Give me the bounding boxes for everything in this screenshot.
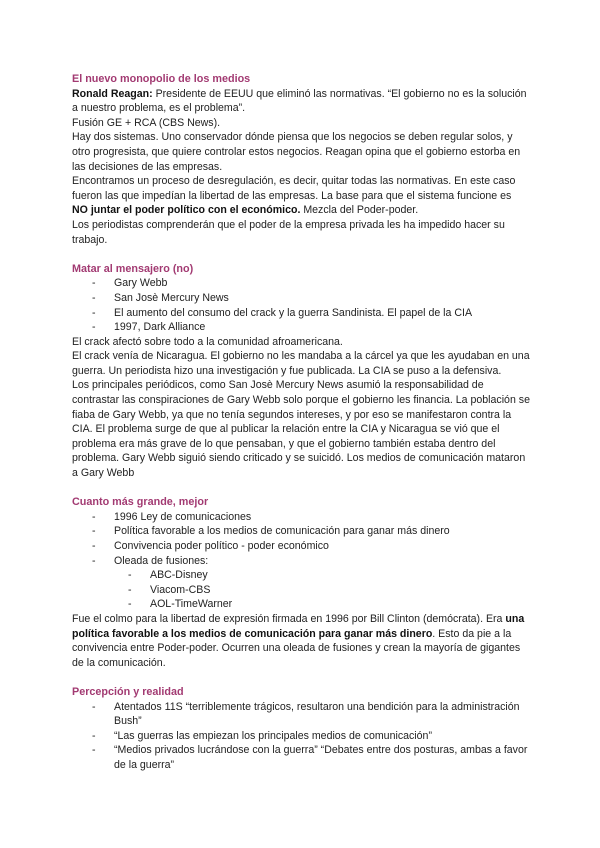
section-heading-percepcion: Percepción y realidad: [72, 685, 184, 698]
list-item: - Política favorable a los medios de comunicación para ganar más dinero: [92, 524, 530, 539]
percepcion-list: [72, 700, 530, 773]
fusion-paragraph: Fusión GE + RCA (CBS News).: [72, 116, 221, 129]
list-item: - El aumento del consumo del crack y la guerra Sandinista. El papel de la CIA: [92, 306, 530, 321]
section-heading-grande: Cuanto más grande, mejor: [72, 496, 209, 509]
desregulacion-bold: NO juntar el poder político con el económico.: [72, 204, 301, 217]
list-item: [92, 554, 530, 612]
reagan-name: Ronald Reagan:: [72, 87, 153, 100]
sublist-item: - AOL-TimeWarner: [128, 597, 530, 612]
periodistas-paragraph: Los periodistas comprenderán que el poder de la empresa privada les ha impedido hacer su trabajo.: [72, 218, 505, 246]
mensajero-list: [72, 276, 530, 334]
sublist-item: - ABC-Disney: [128, 568, 530, 583]
section-heading-mensajero: Matar al mensajero (no): [72, 262, 194, 275]
crack-paragraph-1: El crack afectó sobre todo a la comunidad afroamericana.: [72, 335, 343, 348]
list-item: - 1996 Ley de comunicaciones: [92, 510, 530, 525]
reagan-text: Presidente de EEUU que eliminó las normativas. “El gobierno no es la solución a nuestro problema, es el problema”.: [72, 87, 527, 115]
list-item: - San Josè Mercury News: [92, 291, 530, 306]
reagan-paragraph: [72, 87, 530, 116]
section-heading-monopolio: El nuevo monopolio de los medios: [72, 73, 251, 85]
clinton-text-b: . Esto da pie a la convivencia entre Poder-poder. Ocurren una oleada de fusiones y crean la mayoría de gigantes de la comunicación.: [72, 627, 521, 669]
desregulacion-text-b: Mezcla del Poder-poder.: [300, 204, 419, 217]
crack-paragraph-3: Los principales periódicos, como San Josè Mercury News asumió la responsabilidad de contrastar las conspiraciones de Gary Webb solo porque el gobierno les financia. La población se fiaba de Gary Webb, ya que no tenía segundos intereses, y por eso se manifestaron contra la CIA. El problema surge de que al publicar la relación entre la CIA y Nicaragua se vió que el problema era más grave de lo que pensaban, y que el gobierno también estaba dentro del problema. Gary Webb siguió siendo criticado y se suicidó. Los medios de comunicación mataron a Gary Webb: [72, 379, 530, 480]
grande-list: [72, 510, 530, 612]
fusiones-sublist: [114, 568, 530, 612]
clinton-paragraph: [72, 612, 530, 670]
list-item: - Convivencia poder político - poder económico: [92, 539, 530, 554]
sublist-item: - Viacom-CBS: [128, 583, 530, 598]
list-item-label: Oleada de fusiones:: [114, 554, 209, 567]
list-item: - Gary Webb: [92, 276, 530, 291]
list-item: - “Las guerras las empiezan los principales medios de comunicación”: [92, 729, 530, 744]
desregulacion-paragraph: [72, 174, 530, 218]
crack-paragraph-2: El crack venía de Nicaragua. El gobierno no les mandaba a la cárcel ya que les ayudaban en una guerra. Un periodista hizo una investigación y fue publicada. La CIA se puso a la defensiva.: [72, 350, 530, 377]
list-item: - Atentados 11S “terriblemente trágicos, resultaron una bendición para la administración Bush”: [92, 700, 530, 729]
clinton-text-a: Fue el colmo para la libertad de expresión firmada en 1996 por Bill Clinton (demócrata). Era: [72, 612, 506, 625]
list-item: - 1997, Dark Alliance: [92, 320, 530, 335]
list-item: - “Medios privados lucrándose con la guerra” “Debates entre dos posturas, ambas a favor de la guerra”: [92, 743, 530, 772]
sistemas-paragraph: Hay dos sistemas. Uno conservador dónde piensa que los negocios se deben regular solos, y otro progresista, que quiere controlar estos negocios. Reagan opina que el gobierno estorba en las decisiones de las empresas.: [72, 131, 521, 173]
desregulacion-text-a: Encontramos un proceso de desregulación, es decir, quitar todas las normativas. En este caso fueron las que impedían la libertad de las empresas. La base para que el sistema funcione es: [72, 175, 516, 202]
clinton-bold: una política favorable a los medios de comunicación para ganar más dinero: [72, 612, 525, 640]
